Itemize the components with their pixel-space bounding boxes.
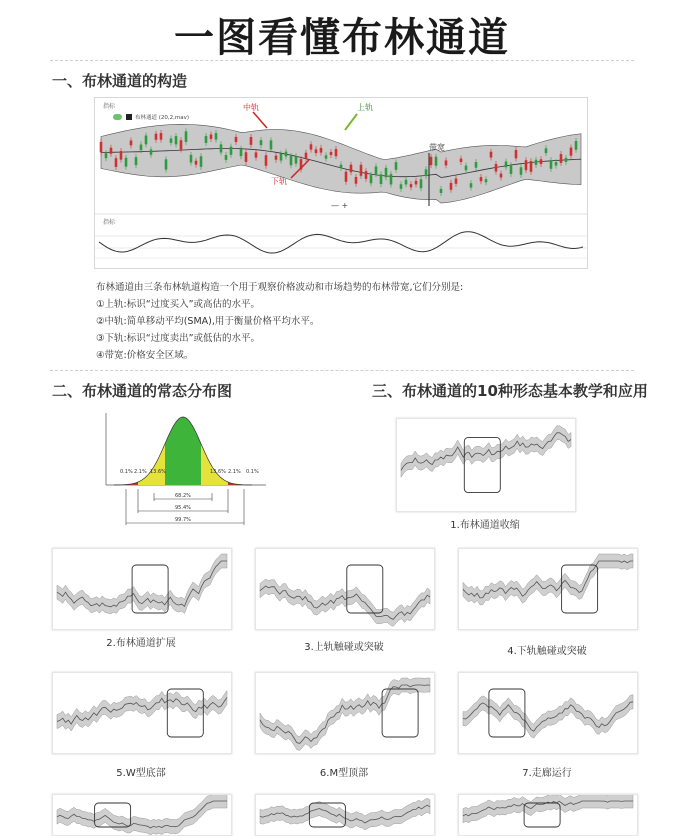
- candle-body: [430, 157, 433, 165]
- mid-right: [201, 444, 228, 485]
- normal-distribution-chart: [94, 405, 272, 530]
- candle-body: [370, 175, 373, 183]
- description-bandwidth: ④带宽:价格安全区域。: [96, 350, 194, 361]
- candle-body: [540, 159, 543, 164]
- candle-body: [335, 149, 338, 156]
- candle-body: [505, 162, 508, 168]
- pattern-thumbnail-9[interactable]: [255, 794, 435, 836]
- upper-band-label: 上轨: [357, 103, 373, 112]
- indicator-name: 布林通道 (20,2,mav): [135, 115, 190, 121]
- candle-body: [320, 148, 323, 153]
- pct-right-outer: 0.1%: [246, 469, 259, 475]
- candle-body: [200, 156, 203, 167]
- candle-body: [100, 142, 103, 152]
- bollinger-structure-chart: [94, 97, 588, 269]
- pattern-chart-5: [53, 673, 231, 753]
- candle-body: [215, 133, 218, 139]
- candle-body: [380, 174, 383, 184]
- candle-body: [355, 177, 358, 184]
- pattern-caption-2: 2.布林通道扩展: [106, 638, 176, 649]
- candle-body: [565, 158, 568, 162]
- pattern-thumbnail-6[interactable]: [255, 672, 435, 754]
- section-title-structure: 一、布林通道的构造: [52, 72, 188, 90]
- middle-band-label: 中轨: [243, 103, 259, 112]
- candle-body: [450, 183, 453, 190]
- candle-body: [420, 179, 423, 188]
- pattern-thumbnail-8[interactable]: [52, 794, 232, 836]
- lower-band-label: 下轨: [271, 177, 287, 186]
- pattern-caption-4: 4.下轨触碰或突破: [507, 646, 587, 657]
- candle-body: [330, 152, 333, 155]
- pattern-caption-7: 7.走廊运行: [522, 768, 572, 779]
- candle-body: [160, 133, 163, 140]
- candle-body: [515, 150, 518, 158]
- pattern-chart-3: [256, 549, 434, 629]
- pct-right-inner: 2.1%: [228, 469, 241, 475]
- pattern-chart-8: [53, 795, 231, 835]
- candle-body: [550, 160, 553, 169]
- pattern-thumbnail-2[interactable]: [52, 548, 232, 630]
- candle-body: [195, 161, 198, 165]
- candle-body: [165, 159, 168, 169]
- candle-body: [365, 171, 368, 179]
- candle-body: [575, 141, 578, 150]
- divider: [50, 370, 634, 371]
- candle-body: [125, 158, 128, 167]
- pattern-thumbnail-1[interactable]: [396, 418, 576, 512]
- candle-body: [345, 172, 348, 182]
- mid-left: [138, 444, 165, 485]
- candle-body: [105, 153, 108, 158]
- candle-body: [530, 161, 533, 172]
- candle-body: [135, 157, 138, 165]
- candle-body: [445, 160, 448, 165]
- description-upper: ①上轨:标识“过度买入”或高估的水平。: [96, 299, 261, 310]
- range-2-label: 95.4%: [175, 505, 191, 511]
- candle-body: [240, 149, 243, 156]
- candle-body: [435, 157, 438, 166]
- pattern-caption-1: 1.布林通道收缩: [450, 520, 520, 531]
- pct-left-mid: 13.6%: [150, 469, 166, 475]
- candle-body: [295, 156, 298, 163]
- candle-body: [340, 165, 343, 168]
- pct-left-outer: 0.1%: [120, 469, 133, 475]
- candle-body: [110, 148, 113, 154]
- candle-body: [175, 136, 178, 144]
- candle-body: [480, 177, 483, 181]
- candle-body: [260, 140, 263, 145]
- candle-body: [140, 145, 143, 151]
- candle-body: [255, 152, 258, 157]
- page-title: 一图看懂布林通道: [174, 15, 510, 61]
- section-title-distribution: 二、布林通道的常态分布图: [52, 382, 233, 400]
- toggle-icon[interactable]: [113, 114, 122, 120]
- candle-body: [230, 147, 233, 155]
- candle-body: [245, 152, 248, 162]
- candle-body: [455, 179, 458, 184]
- candle-body: [285, 152, 288, 157]
- candle-body: [400, 184, 403, 189]
- description-lower: ③下轨:标识“过度卖出”或低估的水平。: [96, 333, 261, 344]
- candle-body: [220, 144, 223, 152]
- pattern-caption-3: 3.上轨触碰或突破: [304, 642, 384, 653]
- center-region: [165, 417, 201, 485]
- pattern-thumbnail-7[interactable]: [458, 672, 638, 754]
- candle-body: [470, 183, 473, 187]
- description-middle: ②中轨:简单移动平均(SMA),用于衡量价格平均水平。: [96, 316, 320, 327]
- candle-body: [555, 162, 558, 166]
- indicator-label: 指标: [103, 103, 116, 110]
- candle-body: [225, 155, 228, 160]
- candle-body: [415, 181, 418, 185]
- candle-body: [390, 174, 393, 184]
- candle-body: [130, 140, 133, 145]
- candle-body: [535, 160, 538, 165]
- pattern-chart-4: [459, 549, 637, 629]
- pattern-thumbnail-3[interactable]: [255, 548, 435, 630]
- candle-body: [305, 153, 308, 159]
- candle-body: [290, 156, 293, 165]
- candle-body: [425, 169, 428, 176]
- candle-body: [385, 168, 388, 177]
- candle-body: [520, 167, 523, 175]
- pattern-chart-6: [256, 673, 434, 753]
- candle-body: [325, 155, 328, 158]
- candle-body: [145, 136, 148, 145]
- candle-body: [560, 154, 563, 163]
- candle-body: [545, 148, 548, 153]
- candle-body: [275, 156, 278, 160]
- candle-body: [235, 137, 238, 142]
- pattern-chart-1: [397, 419, 575, 511]
- thumb-bg: [53, 549, 231, 629]
- structure-description: [96, 279, 463, 364]
- candle-body: [170, 138, 173, 142]
- zoom-controls[interactable]: — +: [331, 201, 349, 210]
- divider: [50, 60, 634, 61]
- candle-body: [570, 148, 573, 156]
- candle-body: [270, 140, 273, 149]
- oscillator-label: 指标: [103, 219, 116, 226]
- range-1-label: 68.2%: [175, 493, 191, 499]
- candle-body: [315, 149, 318, 153]
- pct-right-mid: 13.6%: [210, 469, 226, 475]
- candle-body: [375, 166, 378, 174]
- section-title-patterns: 三、布林通道的10种形态基本教学和应用: [372, 382, 648, 400]
- candle-body: [115, 158, 118, 167]
- candle-body: [265, 155, 268, 165]
- candle-body: [490, 152, 493, 158]
- bandwidth-label: 带宽: [429, 143, 445, 152]
- candle-body: [360, 165, 363, 176]
- pattern-chart-2: [53, 549, 231, 629]
- pattern-caption-5: 5.W型底部: [116, 768, 166, 779]
- pattern-thumbnail-10[interactable]: [458, 794, 638, 836]
- pattern-caption-6: 6.M型顶部: [319, 768, 369, 779]
- candle-body: [440, 189, 443, 193]
- candle-body: [465, 166, 468, 171]
- candle-body: [185, 131, 188, 142]
- candle-body: [205, 136, 208, 143]
- candle-body: [525, 160, 528, 170]
- pattern-chart-7: [459, 673, 637, 753]
- candle-body: [460, 159, 463, 162]
- candle-body: [395, 162, 398, 170]
- candle-body: [150, 149, 153, 154]
- candle-body: [310, 144, 313, 149]
- candle-body: [250, 137, 253, 145]
- candle-body: [350, 165, 353, 173]
- candle-body: [495, 164, 498, 172]
- main-chart-svg: [95, 98, 587, 268]
- color-swatch-icon: [126, 114, 132, 120]
- candle-body: [210, 134, 213, 138]
- candle-body: [280, 154, 283, 161]
- pattern-thumbnail-5[interactable]: [52, 672, 232, 754]
- candle-body: [500, 174, 503, 178]
- candle-body: [120, 151, 123, 160]
- candle-body: [475, 162, 478, 168]
- candle-body: [410, 184, 413, 187]
- candle-body: [510, 165, 513, 174]
- pattern-chart-9: [256, 795, 434, 835]
- candle-body: [190, 155, 193, 163]
- candle-body: [155, 134, 158, 140]
- candle-body: [405, 180, 408, 185]
- candle-body: [180, 140, 183, 149]
- description-intro: 布林通道由三条布林轨道构造一个用于观察价格波动和市场趋势的布林带宽,它们分别是:: [96, 282, 464, 293]
- candle-body: [485, 179, 488, 182]
- pct-left-inner: 2.1%: [134, 469, 147, 475]
- range-3-label: 99.7%: [175, 517, 191, 523]
- pattern-thumbnail-4[interactable]: [458, 548, 638, 630]
- pattern-chart-10: [459, 795, 637, 835]
- normal-distribution-svg: [94, 405, 272, 530]
